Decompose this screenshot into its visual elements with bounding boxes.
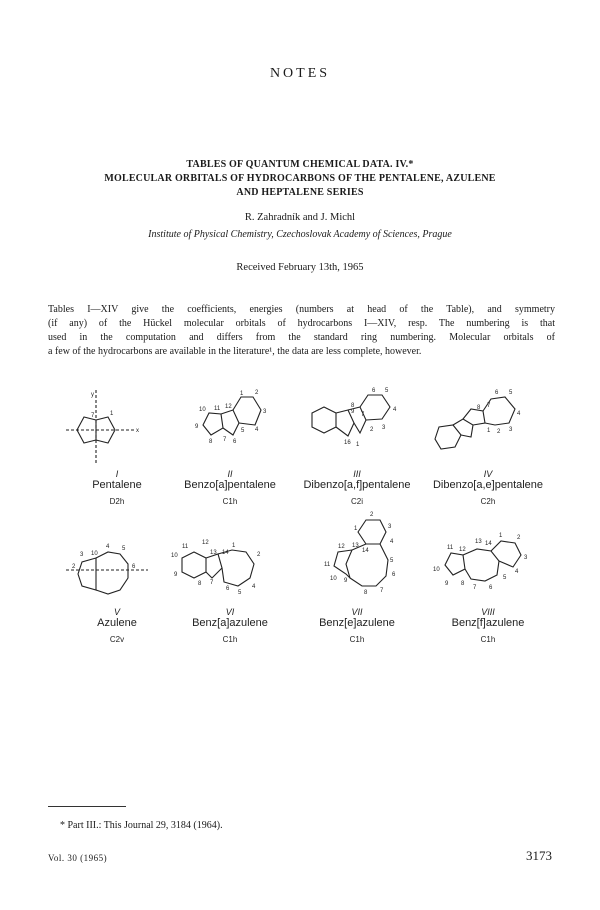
article-title xyxy=(40,158,560,200)
svg-text:5: 5 xyxy=(390,558,394,564)
compound-number: VI xyxy=(225,607,235,617)
title-line-2: MOLECULAR ORBITALS OF HYDROCARBONS OF THE PENTALENE, AZULENE xyxy=(104,173,496,184)
svg-text:4: 4 xyxy=(517,411,521,417)
svg-text:9: 9 xyxy=(344,578,348,584)
svg-text:13: 13 xyxy=(352,543,359,549)
svg-text:1: 1 xyxy=(354,526,358,532)
svg-text:12: 12 xyxy=(225,404,232,410)
svg-text:1: 1 xyxy=(232,543,236,549)
compound-caption xyxy=(423,607,553,644)
volume-info: Vol. 30 (1965) xyxy=(48,853,108,863)
received-date: Received February 13th, 1965 xyxy=(236,262,364,273)
svg-text:9: 9 xyxy=(174,572,178,578)
svg-text:7: 7 xyxy=(91,413,95,419)
svg-text:6: 6 xyxy=(392,572,396,578)
compound-number: IV xyxy=(483,469,493,479)
svg-text:1: 1 xyxy=(487,428,491,434)
body-line: Tables I—XIV give the coefficients, energies (numbers at head of the Table), and symmetry xyxy=(48,304,555,315)
svg-text:4: 4 xyxy=(252,584,256,590)
svg-text:6: 6 xyxy=(132,564,136,570)
svg-text:1: 1 xyxy=(240,391,244,397)
svg-text:7: 7 xyxy=(361,412,365,418)
svg-text:10: 10 xyxy=(330,576,337,582)
compound-caption xyxy=(52,607,182,644)
svg-text:3: 3 xyxy=(80,552,84,558)
svg-text:4: 4 xyxy=(390,539,394,545)
compound-name: Pentalene xyxy=(92,479,142,491)
svg-text:8: 8 xyxy=(477,405,481,411)
benz-a-azulene-structure xyxy=(168,532,278,612)
svg-text:7: 7 xyxy=(210,580,214,586)
compound-caption xyxy=(292,469,422,506)
compound-number: VII xyxy=(351,607,363,617)
compound-caption xyxy=(165,607,295,644)
svg-text:11: 11 xyxy=(447,545,454,551)
compound-symmetry: C1h xyxy=(222,635,238,644)
svg-text:7: 7 xyxy=(473,585,477,591)
svg-text:14: 14 xyxy=(222,550,229,556)
compound-name: Benz[e]azulene xyxy=(319,617,395,629)
svg-text:5: 5 xyxy=(238,590,242,596)
svg-text:5: 5 xyxy=(509,390,513,396)
svg-text:6: 6 xyxy=(495,390,499,396)
compound-name: Benzo[a]pentalene xyxy=(184,479,276,491)
svg-text:3: 3 xyxy=(509,427,513,433)
compound-symmetry: C2v xyxy=(109,635,125,644)
compound-symmetry: C1h xyxy=(480,635,496,644)
svg-text:13: 13 xyxy=(475,539,482,545)
institution: Institute of Physical Chemistry, Czechoslovak Academy of Sciences, Prague xyxy=(148,229,452,240)
svg-text:2: 2 xyxy=(257,552,261,558)
svg-text:7: 7 xyxy=(223,437,227,443)
benzo-a-pentalene-structure xyxy=(185,383,285,468)
footnote: * Part III.: This Journal 29, 3184 (1964). xyxy=(60,820,223,831)
svg-text:8: 8 xyxy=(198,581,202,587)
compound-number: II xyxy=(227,469,233,479)
compound-number: III xyxy=(353,469,361,479)
svg-text:8: 8 xyxy=(209,439,213,445)
body-line: (if any) of the Hückel molecular orbitals of hydrocarbons I—XIV, resp. The numbering is that xyxy=(48,318,555,329)
footnote-rule xyxy=(48,806,126,807)
benz-f-azulene-structure xyxy=(425,525,545,605)
svg-text:2: 2 xyxy=(517,535,521,541)
compound-name: Benz[f]azulene xyxy=(451,617,525,629)
dibenzo-a-f-pentalene-structure xyxy=(298,383,418,468)
authors: R. Zahradník and J. Michl xyxy=(244,212,356,223)
svg-text:1: 1 xyxy=(499,533,503,539)
compound-number: I xyxy=(115,469,119,479)
compound-caption xyxy=(52,469,182,506)
svg-text:5: 5 xyxy=(241,428,245,434)
svg-text:9: 9 xyxy=(445,581,449,587)
svg-text:14: 14 xyxy=(485,541,492,547)
svg-text:3: 3 xyxy=(382,425,386,431)
svg-text:2: 2 xyxy=(370,512,374,518)
dibenzo-a-e-pentalene-structure xyxy=(425,383,545,473)
svg-text:13: 13 xyxy=(210,550,217,556)
svg-text:16: 16 xyxy=(344,440,351,446)
svg-text:5: 5 xyxy=(385,388,389,394)
svg-text:12: 12 xyxy=(338,544,345,550)
compound-symmetry: C2h xyxy=(480,497,496,506)
svg-text:10: 10 xyxy=(171,553,178,559)
svg-text:2: 2 xyxy=(497,429,501,435)
benz-e-azulene-structure xyxy=(310,510,420,610)
svg-text:7: 7 xyxy=(380,588,384,594)
title-line-1: TABLES OF QUANTUM CHEMICAL DATA. IV.* xyxy=(186,159,414,170)
svg-text:1: 1 xyxy=(110,411,114,417)
svg-text:y: y xyxy=(91,392,94,398)
body-line: a few of the hydrocarbons are available in the literature¹, the data are less complete, however. xyxy=(48,346,422,357)
svg-text:2: 2 xyxy=(255,390,259,396)
svg-text:3: 3 xyxy=(524,555,528,561)
svg-text:4: 4 xyxy=(393,407,397,413)
svg-text:10: 10 xyxy=(199,407,206,413)
compound-name: Dibenzo[a,e]pentalene xyxy=(432,479,544,491)
compound-caption xyxy=(165,469,295,506)
pentalene-structure xyxy=(64,388,174,468)
page-number: 3173 xyxy=(526,848,552,863)
svg-text:4: 4 xyxy=(106,544,110,550)
svg-text:14: 14 xyxy=(362,548,369,554)
svg-text:4: 4 xyxy=(515,569,519,575)
svg-text:8: 8 xyxy=(364,590,368,596)
compound-name: Benz[a]azulene xyxy=(192,617,268,629)
body-paragraph xyxy=(48,303,555,359)
svg-text:6: 6 xyxy=(233,439,237,445)
compound-caption xyxy=(423,469,553,506)
svg-text:2: 2 xyxy=(370,427,374,433)
svg-text:6: 6 xyxy=(372,388,376,394)
compound-number: V xyxy=(113,607,120,617)
section-heading: NOTES xyxy=(269,66,331,81)
compound-caption xyxy=(292,607,422,644)
svg-text:10: 10 xyxy=(91,551,98,557)
svg-text:1: 1 xyxy=(356,442,360,448)
azulene-structure xyxy=(60,540,170,610)
compound-symmetry: C1h xyxy=(222,497,238,506)
svg-text:9: 9 xyxy=(351,409,355,415)
svg-text:5: 5 xyxy=(122,546,126,552)
compound-name: Dibenzo[a,f]pentalene xyxy=(303,479,411,491)
svg-text:12: 12 xyxy=(202,540,209,546)
svg-text:2: 2 xyxy=(72,564,76,570)
compound-symmetry: C2i xyxy=(350,497,363,506)
compound-name: Azulene xyxy=(97,617,137,629)
svg-text:11: 11 xyxy=(324,562,331,568)
body-line: used in the computation and differs from the standard ring numbering. Molecular orbitals of xyxy=(48,332,555,343)
svg-text:x: x xyxy=(136,428,139,434)
compound-symmetry: C1h xyxy=(349,635,365,644)
svg-text:7: 7 xyxy=(487,403,491,409)
svg-text:3: 3 xyxy=(263,409,267,415)
svg-text:6: 6 xyxy=(489,585,493,591)
svg-text:11: 11 xyxy=(214,406,221,412)
title-line-3: AND HEPTALENE SERIES xyxy=(236,187,364,198)
svg-text:5: 5 xyxy=(503,575,507,581)
svg-text:6: 6 xyxy=(226,586,230,592)
svg-text:8: 8 xyxy=(351,403,355,409)
svg-text:4: 4 xyxy=(255,427,259,433)
svg-text:10: 10 xyxy=(433,567,440,573)
svg-text:9: 9 xyxy=(195,424,199,430)
svg-text:11: 11 xyxy=(182,544,189,550)
svg-text:3: 3 xyxy=(388,524,392,530)
compound-symmetry: D2h xyxy=(109,497,125,506)
svg-text:12: 12 xyxy=(459,547,466,553)
svg-text:8: 8 xyxy=(461,581,465,587)
compound-number: VIII xyxy=(481,607,495,617)
